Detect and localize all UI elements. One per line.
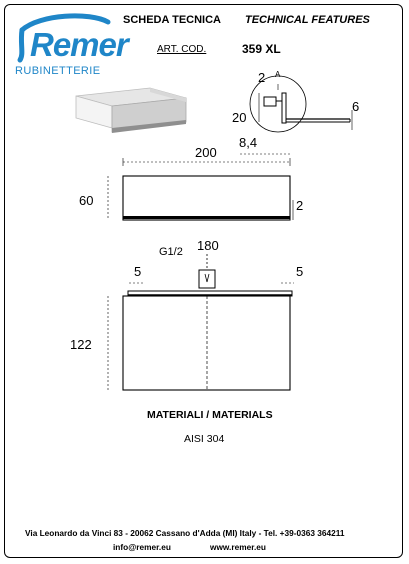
front-height: 60: [79, 193, 94, 208]
detail-dim-2: 2: [258, 70, 266, 85]
footer-address: Via Leonardo da Vinci 83 - 20062 Cassano d'Adda (MI) Italy - Tel. +39-0363 364211: [25, 528, 345, 538]
detail-dim-20: 20: [232, 110, 247, 125]
materials-heading: MATERIALI / MATERIALS: [147, 409, 273, 421]
art-code-label: ART. COD.: [157, 44, 207, 55]
detail-label-a: A: [275, 70, 281, 79]
detail-dim-6: 6: [352, 99, 360, 114]
depth: 122: [70, 337, 92, 352]
front-width: 200: [195, 145, 217, 160]
title-english: TECHNICAL FEATURES: [245, 14, 370, 26]
product-photo: [76, 88, 186, 133]
logo-text: Remer: [30, 26, 128, 63]
right-margin: 5: [296, 264, 304, 279]
center-spacing: 180: [197, 238, 219, 253]
front-view-drawing: [108, 158, 293, 220]
detail-dim-8-4: 8,4: [239, 135, 258, 150]
art-code-value: 359 XL: [242, 42, 281, 56]
front-thickness: 2: [296, 198, 304, 213]
logo-subtitle: RUBINETTERIE: [15, 65, 101, 77]
footer-website[interactable]: www.remer.eu: [210, 542, 266, 552]
left-margin: 5: [134, 264, 142, 279]
title-italian: SCHEDA TECNICA: [123, 14, 221, 26]
footer-email[interactable]: info@remer.eu: [113, 542, 171, 552]
thread-label: G1/2: [159, 246, 183, 258]
materials-value: AISI 304: [184, 433, 225, 445]
